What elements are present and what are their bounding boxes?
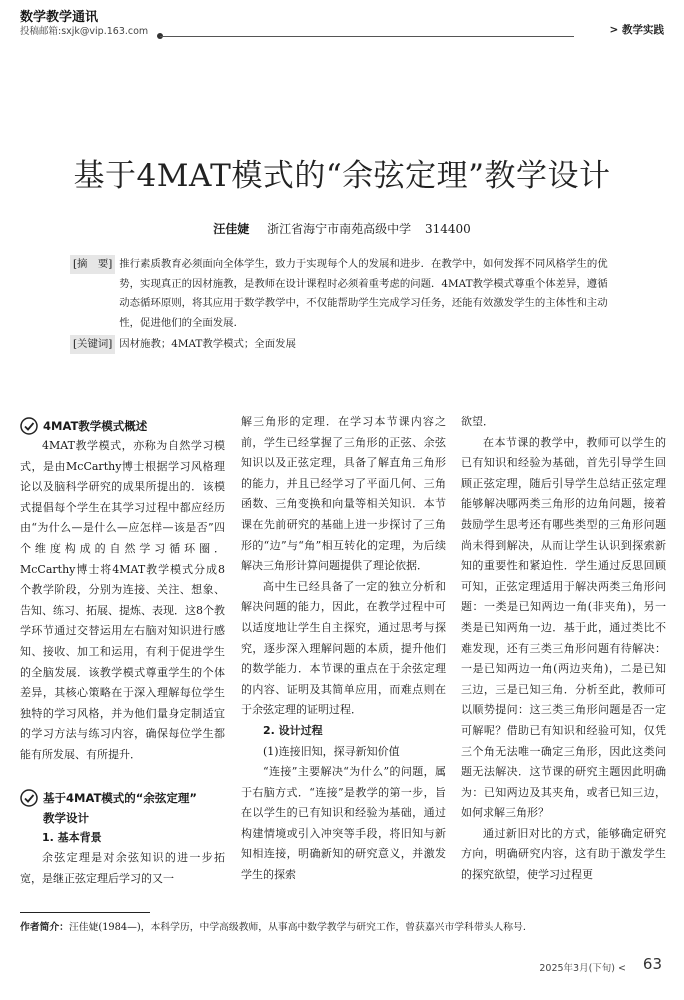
footnote-rule (20, 912, 150, 913)
paragraph: 在本节课的教学中，教师可以学生的已有知识和经验为基础，首先引导学生回顾正弦定理，随后引导学生总结正弦定理能够解决哪两类三角形的边角问题，接着鼓励学生思考还有哪些类型的三角形问题尚未得到解决，从而让学生认识到探索新知的重要性和紧迫性．学生通过反思回顾可知，正弦定理适用于解决两类三角形问题：一类是已知两边一角(非夹角)，另一类是已知两角一边．基于此，通过类比不难发现，还有三类三角形问题有待解决：一是已知两边一角(两边夹角)，二是已知三边，三是已知三角．分析至此，教师可以顺势提问：这三类三角形问题是否一定可解呢？借助已有知识和经验可知，仅凭三个角无法唯一确定三角形，因此这类问题无法解决．这节课的研究主题因此明确为：已知两边及其夹角，或者已知三边，如何求解三角形？ (461, 435, 666, 820)
column-1 (20, 412, 225, 889)
submission-email: 投稿邮箱:sxjk@vip.163.com (20, 26, 149, 37)
author-name: 汪佳婕 (213, 222, 250, 236)
article-title: 基于4MAT模式的“余弦定理”教学设计 (73, 158, 611, 194)
author-affiliation: 浙江省海宁市南苑高级中学 (267, 222, 412, 236)
page-number: 63 (642, 955, 662, 973)
section-heading-2-text: 基于4MAT模式的“余弦定理” 教学设计 (43, 790, 197, 825)
paragraph: 解三角形的定理．在学习本节课内容之前，学生已经掌握了三角形的正弦、余弦知识以及正弦定理，具备了解直角三角形的能力，并且已经学习了平面几何、三角函数、三角变换和向量等相关知识．本节课在先前研究的基础上进一步探讨了三角形的“边”与“角”相互转化的定理，为后续解决三角形计算问题提供了理论依据． (241, 415, 446, 573)
footnote-label: 作者简介： (20, 922, 69, 933)
section-marker-icon (20, 417, 38, 435)
section-marker-icon (20, 789, 38, 807)
section-label: > 教学实践 (609, 24, 664, 36)
column-3 (461, 412, 666, 886)
abstract-text: 推行素质教育必须面向全体学生，致力于实现每个人的发展和进步．在教学中，如何发挥不同风格学生的优势，实现真正的因材施教，是教师在设计课程时必须着重考虑的问题．4MAT教学模式尊重个体差异，遵循动态循环原则，将其应用于数学教学中，不仅能帮助学生完成学习任务，还能有效激发学生的主体性和主动性，促进他们的全面发展． (119, 258, 608, 329)
author-line (0, 220, 684, 237)
paragraph: 余弦定理是对余弦知识的进一步拓宽，是继正弦定理后学习的又一 (20, 851, 225, 885)
section-heading-1 (20, 416, 225, 436)
paragraph: (1)连接旧知，探寻新知价值 (263, 744, 400, 758)
paragraph: 高中生已经具备了一定的独立分析和解决问题的能力，因此，在教学过程中可以适度地让学生自主探究，通过思考与探究，逐步深入理解问题的本质，提升他们的数学能力．本节课的重点在于余弦定理的内容、证明及其简单应用，而难点则在于余弦定理的证明过程． (241, 579, 446, 717)
paragraph: “连接”主要解决“为什么”的问题，属于右脑方式．“连接”是教学的第一步，旨在以学生的已有知识和经验为基础，通过构建情境或引入冲突等手段，将旧知与新知相连接，明确新知的研究意义，并激发学生的探索 (241, 765, 446, 882)
subheading-design-process: 2. 设计过程 (263, 723, 323, 737)
paragraph: 通过新旧对比的方式，能够确定研究方向，明确研究内容，这有助于激发学生的探究欲望，使学习过程更 (461, 826, 666, 882)
abstract-block (70, 255, 614, 355)
paragraph: 欲望． (461, 415, 494, 428)
keywords-label: [关键词] (70, 335, 115, 354)
issue-date: 2025年3月(下旬) < (539, 963, 626, 974)
header-rule (160, 36, 574, 37)
author-bio-footnote (20, 920, 664, 936)
keywords-text: 因材施教；4MAT教学模式；全面发展 (119, 338, 296, 350)
footnote-text: 汪佳婕(1984—)，本科学历，中学高级教师，从事高中数学教学与研究工作，曾获嘉兴市学科带头人称号． (68, 922, 533, 933)
journal-name: 数学教学通讯 (20, 10, 99, 25)
section-heading-2 (20, 788, 225, 828)
author-postcode: 314400 (424, 222, 471, 236)
column-2 (241, 412, 446, 886)
section-heading-1-text: 4MAT教学模式概述 (43, 419, 148, 433)
abstract-label: [摘 要] (70, 255, 115, 274)
subheading-basic-background: 1. 基本背景 (42, 830, 102, 844)
paragraph: 4MAT教学模式，亦称为自然学习模式，是由McCarthy博士根据学习风格理论以及脑科学研究的成果所提出的．该模式提倡每个学生在其学习过程中都应经历由“为什么—是什么—应怎样—该是否”四个维度构成的自然学习循环圈．McCarthy博士将4MAT教学模式分成8个教学阶段，分别为连接、关注、想象、告知、练习、拓展、提炼、表现．这8个教学环节通过交替运用左右脑对知识进行感知、接收、加工和运用，有利于促进学生的全脑发展．该教学模式尊重学生的个体差异，其核心策略在于深入理解每位学生独特的学习风格，并为他们量身定制适宜的学习方法与练习内容，确保每位学生都能有所发展、有所提升． (20, 439, 225, 761)
